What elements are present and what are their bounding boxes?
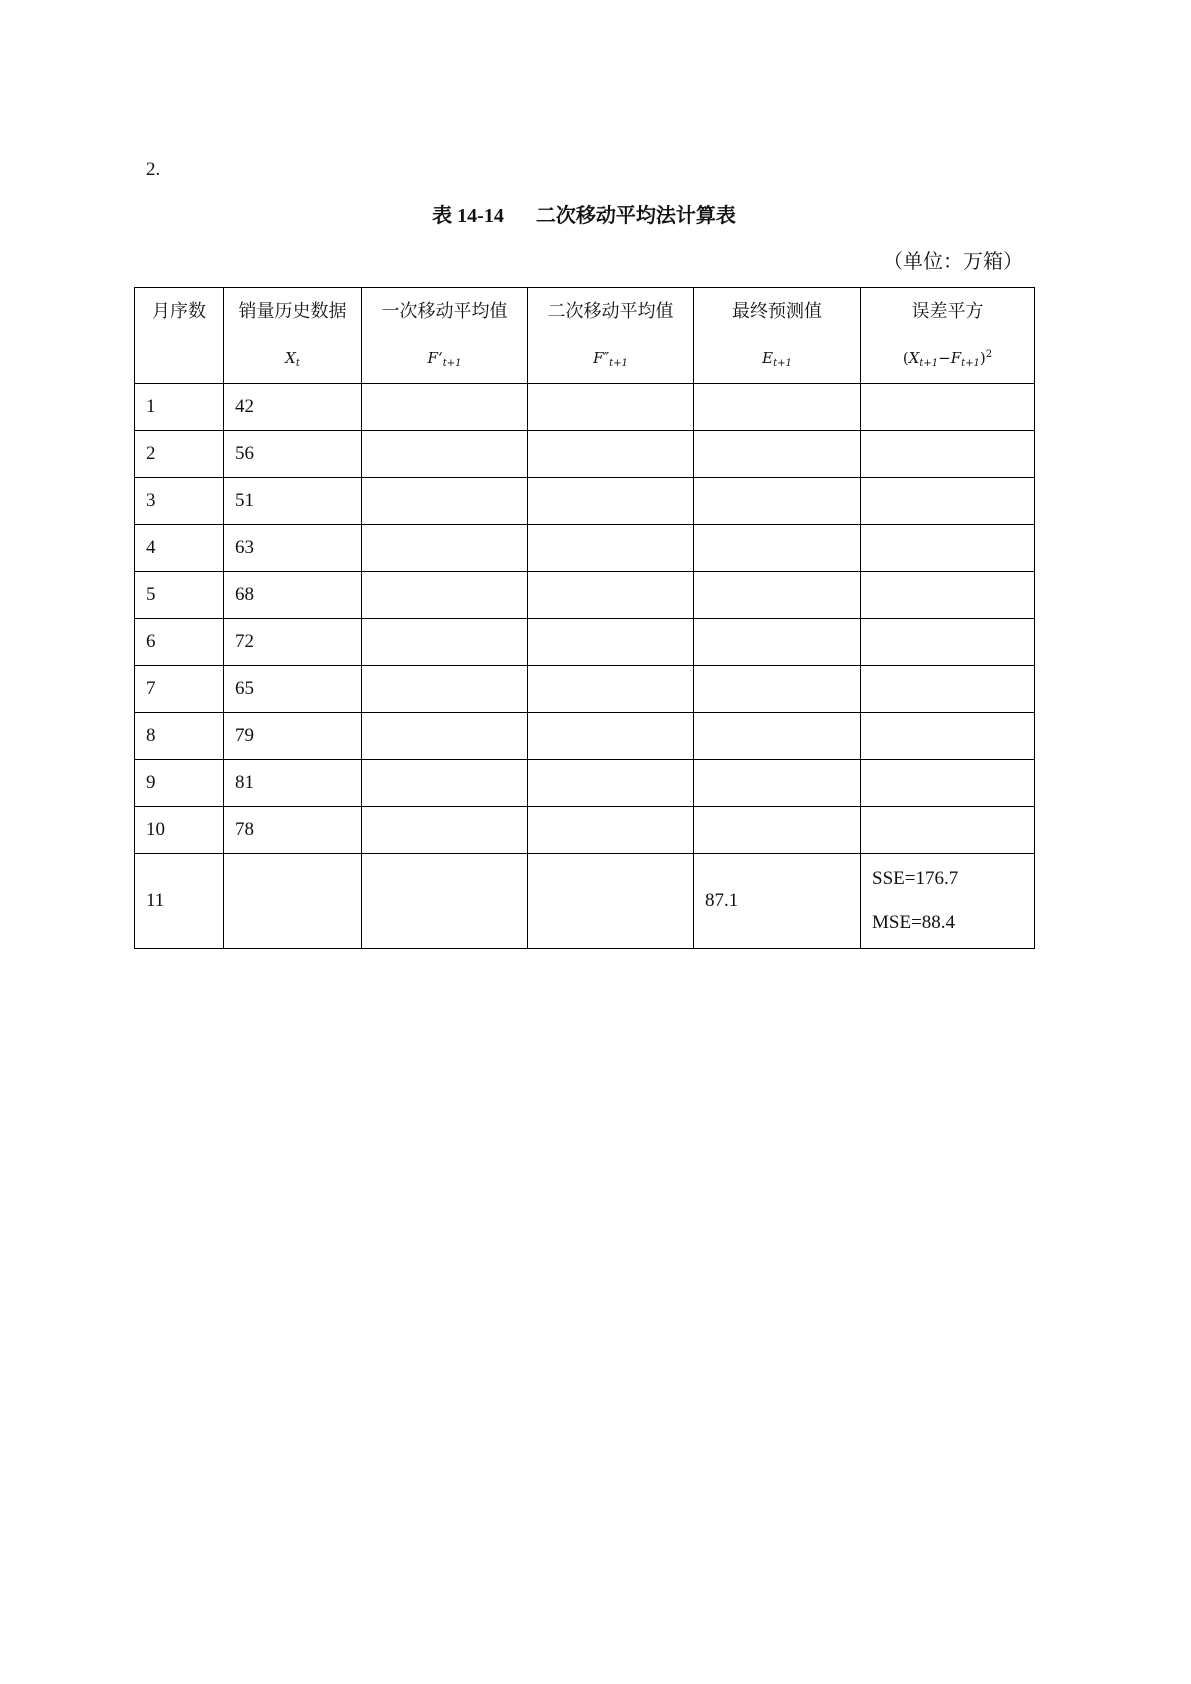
table-row — [135, 807, 1035, 854]
final-forecast-cell — [694, 760, 861, 807]
formula-subscript: t+1 — [442, 358, 462, 369]
header-final-forecast — [694, 288, 861, 384]
header-row — [135, 288, 1035, 384]
final-forecast-cell: 87.1 — [694, 854, 861, 949]
header-formula — [224, 335, 361, 382]
sales-cell: 56 — [224, 431, 362, 478]
item-number: 2. — [146, 159, 161, 180]
table-row-forecast — [135, 854, 1035, 949]
first-moving-average-cell — [362, 525, 528, 572]
second-moving-average-cell — [528, 619, 694, 666]
first-moving-average-cell — [362, 384, 528, 431]
formula-base: F‘ — [427, 349, 443, 367]
squared-error-cell — [861, 525, 1035, 572]
sales-cell: 72 — [224, 619, 362, 666]
header-formula — [694, 335, 860, 382]
header-label: 一次移动平均值 — [381, 301, 508, 321]
formula-subscript: t — [295, 358, 300, 369]
squared-error-cell — [861, 666, 1035, 713]
second-moving-average-cell — [528, 525, 694, 572]
sales-cell: 78 — [224, 807, 362, 854]
sales-cell: 65 — [224, 666, 362, 713]
squared-error-cell — [861, 619, 1035, 666]
second-moving-average-cell — [528, 384, 694, 431]
first-moving-average-cell — [362, 666, 528, 713]
table-body — [135, 384, 1035, 949]
formula-open-paren: ( — [902, 349, 909, 367]
squared-error-cell — [861, 807, 1035, 854]
first-moving-average-cell — [362, 854, 528, 949]
formula-f: F — [950, 349, 962, 367]
squared-error-cell — [861, 478, 1035, 525]
formula-base: X — [285, 349, 296, 367]
table-row — [135, 760, 1035, 807]
second-moving-average-cell — [528, 854, 694, 949]
squared-error-cell — [861, 760, 1035, 807]
header-month — [135, 288, 224, 384]
sse-value: SSE=176.7 — [872, 868, 959, 889]
formula-minus: − — [938, 349, 951, 367]
second-moving-average-cell — [528, 572, 694, 619]
final-forecast-cell — [694, 525, 861, 572]
second-moving-average-cell — [528, 431, 694, 478]
header-label: 误差平方 — [911, 301, 984, 321]
second-moving-average-cell — [528, 807, 694, 854]
table-row — [135, 478, 1035, 525]
sales-cell — [224, 854, 362, 949]
month-cell: 3 — [135, 478, 224, 525]
first-moving-average-cell — [362, 431, 528, 478]
month-cell: 4 — [135, 525, 224, 572]
header-sales — [224, 288, 362, 384]
header-squared-error — [861, 288, 1035, 384]
table-row — [135, 384, 1035, 431]
first-moving-average-cell — [362, 760, 528, 807]
final-forecast-cell — [694, 572, 861, 619]
first-moving-average-cell — [362, 478, 528, 525]
table-header — [135, 288, 1035, 384]
first-moving-average-cell — [362, 807, 528, 854]
first-moving-average-cell — [362, 713, 528, 760]
header-second-moving-average — [528, 288, 694, 384]
header-formula — [861, 335, 1034, 382]
sales-cell: 42 — [224, 384, 362, 431]
final-forecast-cell — [694, 713, 861, 760]
sales-cell: 63 — [224, 525, 362, 572]
second-moving-average-cell — [528, 760, 694, 807]
second-moving-average-cell — [528, 713, 694, 760]
squared-error-cell — [861, 431, 1035, 478]
final-forecast-cell — [694, 384, 861, 431]
month-cell: 2 — [135, 431, 224, 478]
unit-note: （单位：万箱） — [883, 251, 1023, 273]
table-row — [135, 666, 1035, 713]
caption-name: 二次移动平均法计算表 — [535, 205, 736, 227]
formula-subscript: t+1 — [773, 358, 792, 369]
table-row — [135, 572, 1035, 619]
sales-cell: 81 — [224, 760, 362, 807]
month-cell: 5 — [135, 572, 224, 619]
caption-number: 表 14-14 — [432, 205, 504, 227]
mse-value: MSE=88.4 — [872, 912, 956, 933]
table-row — [135, 713, 1035, 760]
month-cell: 6 — [135, 619, 224, 666]
first-moving-average-cell — [362, 619, 528, 666]
formula-subscript: t+1 — [609, 358, 628, 369]
header-formula — [528, 335, 693, 382]
header-label: 最终预测值 — [732, 301, 822, 321]
final-forecast-cell — [694, 619, 861, 666]
table-row — [135, 619, 1035, 666]
month-cell: 10 — [135, 807, 224, 854]
second-moving-average-cell — [528, 666, 694, 713]
month-cell: 7 — [135, 666, 224, 713]
table-caption — [134, 203, 1034, 229]
moving-average-table — [134, 287, 1035, 949]
month-cell: 1 — [135, 384, 224, 431]
table-row — [135, 525, 1035, 572]
squared-error-cell — [861, 713, 1035, 760]
squared-error-summary-cell — [861, 854, 1035, 949]
month-cell: 11 — [135, 854, 224, 949]
formula-base: E — [762, 349, 774, 367]
formula-close-paren: ) — [979, 349, 986, 367]
sales-cell: 79 — [224, 713, 362, 760]
header-label: 二次移动平均值 — [547, 301, 674, 321]
first-moving-average-cell — [362, 572, 528, 619]
formula-x: X — [908, 349, 920, 367]
sales-cell: 51 — [224, 478, 362, 525]
squared-error-cell — [861, 572, 1035, 619]
squared-error-cell — [861, 384, 1035, 431]
final-forecast-cell — [694, 807, 861, 854]
formula-base: F″ — [593, 349, 610, 367]
header-label: 月序数 — [152, 301, 206, 321]
month-cell: 8 — [135, 713, 224, 760]
month-cell: 9 — [135, 760, 224, 807]
formula-subscript: t+1 — [961, 358, 980, 369]
header-first-moving-average — [362, 288, 528, 384]
formula-subscript: t+1 — [919, 358, 939, 369]
sales-cell: 68 — [224, 572, 362, 619]
formula-superscript: 2 — [985, 349, 993, 360]
second-moving-average-cell — [528, 478, 694, 525]
final-forecast-cell — [694, 478, 861, 525]
table-row — [135, 431, 1035, 478]
header-label: 销量历史数据 — [238, 301, 347, 321]
header-formula — [362, 335, 527, 382]
final-forecast-cell — [694, 431, 861, 478]
final-forecast-cell — [694, 666, 861, 713]
